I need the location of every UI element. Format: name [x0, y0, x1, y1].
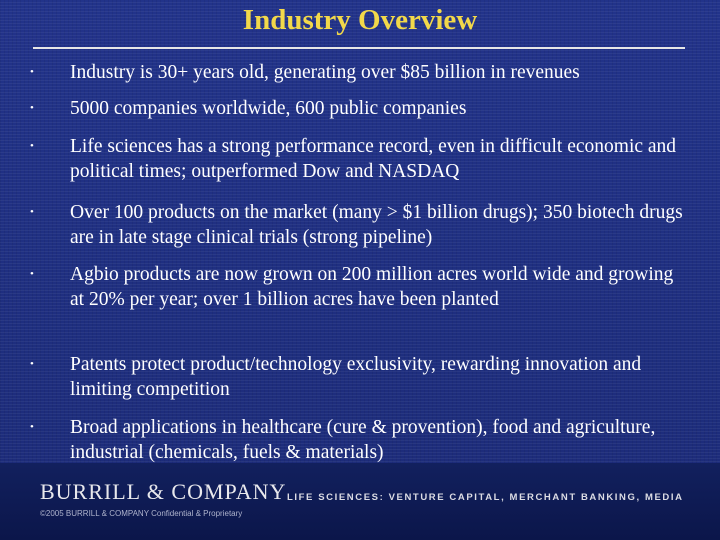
bullet-text: Industry is 30+ years old, generating over $85 billion in revenues [70, 62, 580, 83]
copyright-notice: ©2005 BURRILL & COMPANY Confidential & Proprietary [40, 509, 243, 518]
bullet-marker: • [30, 140, 34, 152]
bullet-item [30, 134, 690, 184]
bullet-text: 5000 companies worldwide, 600 public companies [70, 98, 467, 119]
bullet-marker: • [30, 66, 34, 78]
bullet-marker: • [30, 421, 34, 433]
bullet-item [30, 96, 690, 121]
bullet-marker: • [30, 268, 34, 280]
bullet-marker: • [30, 206, 34, 218]
company-tagline: LIFE SCIENCES: VENTURE CAPITAL, MERCHANT BANKING, MEDIA [287, 492, 684, 503]
bullet-item [30, 415, 690, 465]
bullet-text: Patents protect product/technology exclusivity, rewarding innovation and limiting competition [70, 354, 642, 400]
bullet-text: Agbio products are now grown on 200 million acres world wide and growing at 20% per year; over 1 billion acres have been planted [70, 264, 674, 310]
bullet-text: Life sciences has a strong performance record, even in difficult economic and political times; outperformed Dow and NASDAQ [70, 136, 677, 182]
bullet-item [30, 262, 690, 312]
bullet-item [30, 200, 690, 250]
bullet-item [30, 352, 690, 402]
slide-title: Industry Overview [242, 4, 478, 36]
bullet-text: Over 100 products on the market (many > $1 billion drugs); 350 biotech drugs are in late stage clinical trials (strong pipeline) [70, 202, 683, 248]
title-divider [33, 47, 685, 49]
bullet-text: Broad applications in healthcare (cure & provention), food and agriculture, industrial (chemicals, fuels & materials) [70, 417, 656, 463]
slide-footer [0, 463, 720, 540]
bullet-marker: • [30, 102, 34, 114]
bullet-item [30, 60, 690, 85]
company-logo: BURRILL & COMPANY [40, 479, 287, 504]
bullet-marker: • [30, 358, 34, 370]
